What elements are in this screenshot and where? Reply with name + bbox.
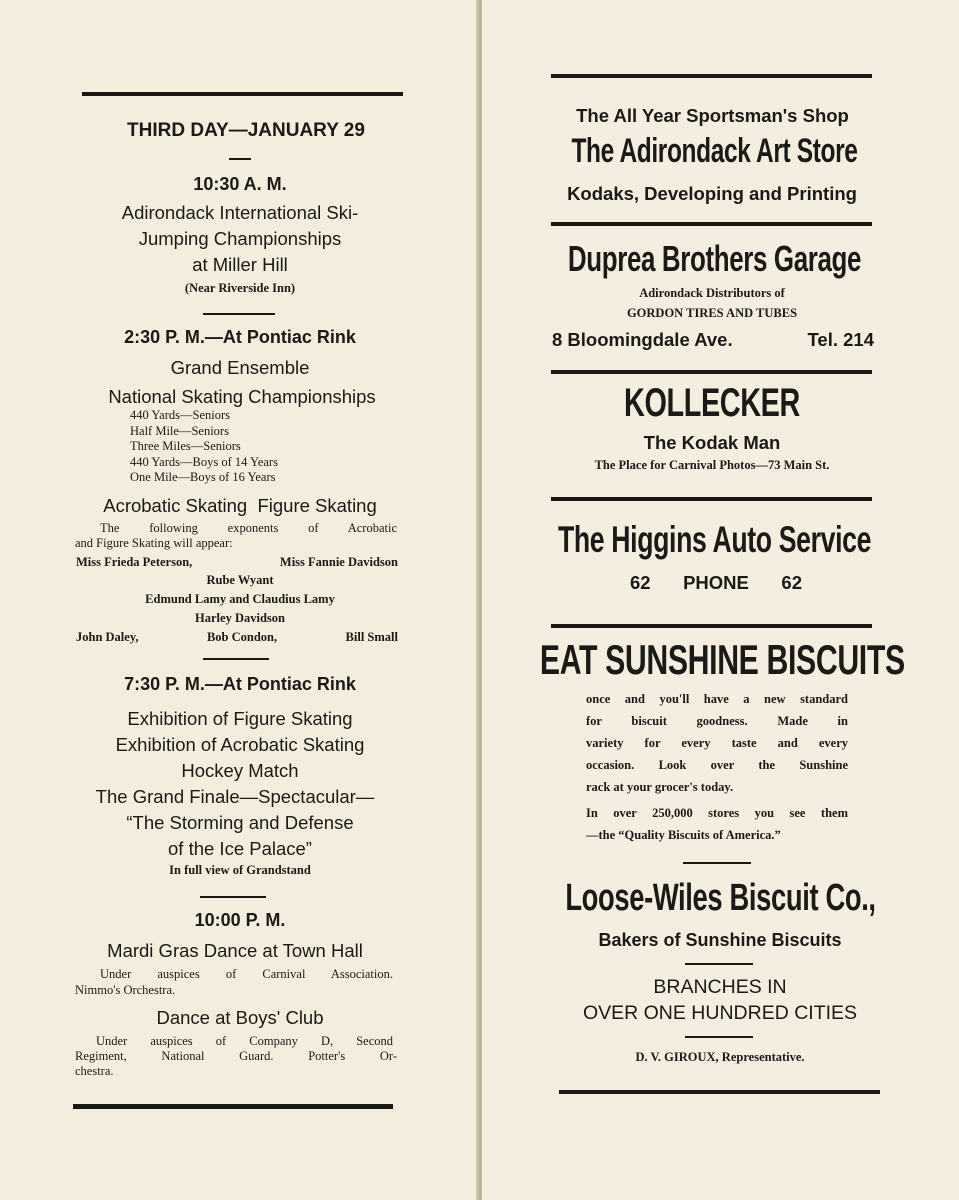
list-item: 440 Yards—Seniors [130,408,231,422]
duprea-line2: GORDON TIRES AND TUBES [626,306,798,320]
sunshine-stores-line: —the “Quality Biscuits of America.” [586,828,781,842]
boys-club-title: Dance at Boys' Club [156,1007,324,1028]
event2-time: 2:30 P. M.—At Pontiac Rink [124,327,356,347]
sunshine-stores-line: In over 250,000 stores you see them [586,806,848,820]
divider [685,1036,753,1038]
higgins-phone-number: 62 [630,572,651,593]
sunshine-body-line: for biscuit goodness. Made in [586,714,848,728]
exponents-line1: The following exponents of Acrobatic [100,521,397,535]
divider [203,313,275,315]
event1-time: 10:30 A. M. [193,174,287,194]
art-store-tagline: The All Year Sportsman's Shop [576,105,849,126]
list-item: 440 Yards—Boys of 14 Years [130,454,278,469]
race-list [130,408,278,486]
event1-line1: Adirondack International Ski- [121,202,359,223]
performer: Edmund Lamy and Claudius Lamy [145,592,335,606]
loose-wiles-name: Loose-Wiles Biscuit Co., [565,877,876,919]
event3-line: of the Ice Palace” [168,838,312,859]
duprea-name: Duprea Brothers Garage [567,238,862,279]
mardi-gras-note: Under auspices of Carnival Association. [100,967,393,981]
performer: Miss Fannie Davidson [279,555,398,569]
event3-time: 7:30 P. M.—At Pontiac Rink [124,674,356,694]
bottom-rule [73,1104,393,1109]
sunshine-body-line: occasion. Look over the Sunshine [586,758,848,772]
kollecker-tagline: The Kodak Man [643,432,781,453]
event3-line: Exhibition of Figure Skating [127,708,353,729]
list-item: One Mile—Boys of 16 Years [130,470,276,484]
duprea-contact-row [552,329,874,351]
boys-club-note: Under auspices of Company D, Second [96,1034,393,1048]
boys-club-note: chestra. [75,1064,114,1078]
performers-row2 [76,630,398,645]
duprea-tel: Tel. 214 [807,329,874,350]
duprea-address: 8 Bloomingdale Ave. [552,329,733,350]
program-page [0,0,478,1200]
ad-separator [551,370,872,374]
kollecker-line: The Place for Carnival Photos—73 Main St. [594,458,830,472]
list-item: Half Mile—Seniors [130,423,229,438]
top-rule [551,74,872,78]
kollecker-name: KOLLECKER [624,381,800,425]
performer: Miss Frieda Peterson, [76,555,193,569]
bottom-rule [559,1090,880,1094]
ad-separator [551,222,872,226]
event3-line: “The Storming and Defense [126,812,354,833]
duprea-line1: Adirondack Distributors of [639,286,785,300]
sunshine-body-line: once and you'll have a new standard [586,692,848,706]
event4-time: 10:00 P. M. [194,910,286,930]
boys-club-note: Regiment, National Guard. Potter's Or- [75,1049,397,1063]
day-title: THIRD DAY—JANUARY 29 [127,120,365,141]
divider [229,158,251,160]
performer: Harley Davidson [195,611,285,625]
performer: John Daley, [76,630,139,644]
higgins-phone-number: 62 [781,572,802,593]
divider [203,658,269,660]
exponents-line2: and Figure Skating will appear: [75,536,233,550]
mardi-gras-note: Nimmo's Orchestra. [75,983,176,997]
acrobatic-title: Acrobatic Skating Figure Skating [103,495,377,516]
art-store-services: Kodaks, Developing and Printing [567,183,857,204]
sunshine-body-line: rack at your grocer's today. [586,780,734,794]
top-rule [82,92,403,96]
higgins-phone-label: PHONE [683,572,749,593]
event3-note: In full view of Grandstand [169,863,311,877]
event1-line3: at Miller Hill [192,254,288,275]
event3-line: Hockey Match [181,760,299,781]
event3-line: The Grand Finale—Spectacular— [95,786,375,807]
divider [683,862,751,864]
loose-wiles-bakers: Bakers of Sunshine Biscuits [598,930,842,950]
ad-separator [551,624,872,628]
event3-line: Exhibition of Acrobatic Skating [115,734,365,755]
branches-line1: BRANCHES IN [653,976,787,998]
event1-line2: Jumping Championships [138,228,342,249]
higgins-name: The Higgins Auto Service [557,519,872,560]
ad-separator [551,497,872,501]
divider [685,963,753,965]
divider [200,896,266,898]
national-championships-title: National Skating Championships [108,386,376,407]
representative: D. V. GIROUX, Representative. [635,1050,805,1064]
event1-note: (Near Riverside Inn) [184,281,296,295]
performer: Bob Condon, [206,630,278,644]
mardi-gras-title: Mardi Gras Dance at Town Hall [107,940,363,961]
higgins-phone-row [630,572,802,594]
list-item: Three Miles—Seniors [130,439,241,453]
sunshine-body-line: variety for every taste and every [586,736,848,750]
grand-ensemble: Grand Ensemble [170,357,310,378]
performers-row1 [76,555,398,570]
sunshine-headline: EAT SUNSHINE BISCUITS [539,636,905,683]
art-store-name: The Adirondack Art Store [571,132,858,170]
performer: Rube Wyant [206,573,274,587]
branches-line2: OVER ONE HUNDRED CITIES [582,1002,858,1024]
performer: Bill Small [345,630,398,644]
